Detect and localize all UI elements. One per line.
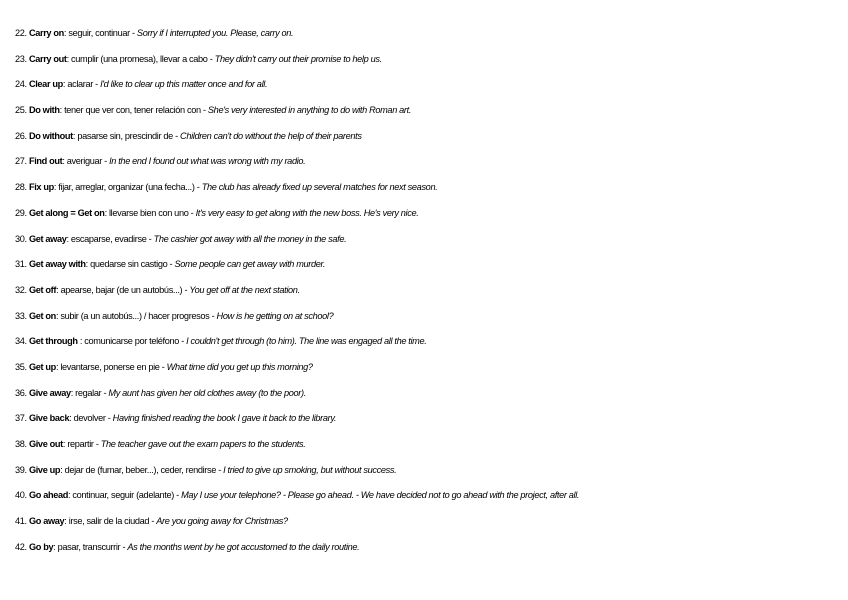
entry-separator: :: [66, 53, 72, 64]
entry-number: 26.: [15, 130, 27, 141]
phrasal-verb-term: Get up: [28, 361, 56, 372]
entry-separator: :: [62, 156, 67, 167]
entry-separator: :: [56, 284, 61, 295]
phrasal-verb-term: Get off: [28, 284, 57, 295]
list-item: [15, 515, 579, 541]
entry-number: 32.: [15, 284, 27, 295]
spanish-meaning: continuar, seguir (adelante): [72, 490, 174, 501]
list-item: [15, 438, 579, 464]
entry-separator: :: [72, 130, 78, 141]
entry-number: 40.: [15, 490, 27, 501]
phrasal-verb-term: Go ahead: [28, 490, 69, 501]
example-sentence: May I use your telephone? - Please go ahead. - We have decided not to go ahead with the project, after all.: [181, 490, 580, 501]
list-item: [15, 541, 579, 567]
entry-separator: :: [55, 361, 61, 372]
list-item: [15, 284, 579, 310]
list-item: [15, 310, 579, 336]
entry-separator: :: [55, 310, 61, 321]
example-sentence: In the end I found out what was wrong with my radio.: [109, 156, 306, 167]
example-sentence: The teacher gave out the exam papers to the students.: [100, 439, 306, 449]
list-item: [15, 155, 579, 181]
list-item: [15, 412, 579, 438]
entry-number: 41.: [15, 516, 27, 527]
entry-separator: :: [66, 233, 71, 244]
example-sentence: Sorry if I interrupted you. Please, carry on.: [136, 28, 294, 38]
phrasal-verb-term: Do with: [28, 105, 60, 116]
example-dash: -: [92, 79, 101, 90]
example-sentence: Some people can get away with murder.: [174, 259, 326, 270]
phrasal-verb-term: Give away: [28, 387, 71, 398]
list-item: [15, 53, 579, 79]
spanish-meaning: subir (a un autobús...) / hacer progresos: [60, 310, 210, 321]
list-item: [15, 130, 579, 156]
entry-number: 22.: [15, 28, 27, 38]
spanish-meaning: averiguar: [66, 156, 102, 167]
list-item: [15, 78, 579, 104]
example-sentence: What time did you get up this morning?: [166, 361, 313, 372]
example-dash: -: [173, 490, 182, 501]
example-dash: -: [182, 284, 190, 295]
entry-separator: :: [70, 387, 76, 398]
example-sentence: She's very interested in anything to do with Roman art.: [207, 105, 412, 116]
list-item: [15, 387, 579, 413]
entry-separator: :: [53, 541, 58, 552]
example-dash: -: [129, 28, 137, 38]
entry-number: 29.: [15, 207, 27, 218]
example-sentence: Having finished reading the book I gave it back to the library.: [112, 413, 337, 424]
phrasal-verb-term: Go away: [28, 516, 65, 527]
example-dash: -: [172, 130, 181, 141]
example-dash: -: [167, 259, 175, 270]
spanish-meaning: tener que ver con, tener relación con: [64, 105, 201, 116]
entry-separator: :: [68, 490, 73, 501]
spanish-meaning: aclarar: [67, 79, 93, 90]
example-dash: -: [105, 413, 113, 424]
phrasal-verb-term: Go by: [28, 541, 54, 552]
example-dash: -: [149, 516, 157, 527]
entry-separator: :: [62, 439, 68, 449]
example-sentence: The club has already fixed up several matches for next season.: [201, 182, 438, 193]
example-dash: -: [101, 387, 109, 398]
entry-separator: :: [53, 182, 59, 193]
entry-number: 39.: [15, 464, 27, 475]
phrasal-verb-term: Do without: [28, 130, 73, 141]
entry-number: 28.: [15, 182, 27, 193]
example-dash: -: [93, 439, 101, 449]
example-dash: -: [207, 53, 215, 64]
example-dash: -: [209, 310, 217, 321]
example-sentence: I tried to give up smoking, but without success.: [223, 464, 397, 475]
phrasal-verb-term: Get away with: [28, 259, 86, 270]
list-item: [15, 489, 579, 515]
spanish-meaning: devolver: [73, 413, 106, 424]
entry-number: 37.: [15, 413, 27, 424]
entry-number: 42.: [15, 541, 27, 552]
example-dash: -: [194, 182, 202, 193]
entry-number: 33.: [15, 310, 27, 321]
spanish-meaning: apearse, bajar (de un autobús...): [60, 284, 183, 295]
phrasal-verb-term: Get through: [28, 336, 78, 347]
spanish-meaning: llevarse bien con uno: [108, 207, 189, 218]
phrasal-verb-list: [15, 27, 579, 566]
example-dash: -: [101, 156, 110, 167]
spanish-meaning: cumplir (una promesa), llevar a cabo: [71, 53, 208, 64]
list-item: [15, 27, 579, 53]
entry-number: 25.: [15, 105, 27, 116]
example-dash: -: [146, 233, 154, 244]
entry-separator: :: [60, 464, 65, 475]
list-item: [15, 104, 579, 130]
example-sentence: I couldn't get through (to him). The line was engaged all the time.: [186, 336, 427, 347]
spanish-meaning: escaparse, evadirse: [70, 233, 147, 244]
entry-separator: :: [104, 207, 109, 218]
example-sentence: How is he getting on at school?: [216, 310, 334, 321]
entry-number: 34.: [15, 336, 27, 347]
entry-number: 24.: [15, 79, 27, 90]
list-item: [15, 181, 579, 207]
phrasal-verb-term: Clear up: [28, 79, 63, 90]
phrasal-verb-term: Carry out: [28, 53, 67, 64]
example-dash: -: [159, 361, 167, 372]
entry-separator: :: [69, 413, 74, 424]
entry-separator: :: [77, 336, 85, 347]
spanish-meaning: repartir: [67, 439, 94, 449]
phrasal-verb-term: Give up: [28, 464, 61, 475]
phrasal-verb-term: Find out: [28, 156, 63, 167]
example-sentence: Are you going away for Christmas?: [156, 516, 288, 527]
phrasal-verb-term: Get on: [28, 310, 56, 321]
entry-number: 38.: [15, 439, 27, 449]
list-item: [15, 207, 579, 233]
spanish-meaning: quedarse sin castigo: [90, 259, 168, 270]
example-dash: -: [200, 105, 208, 116]
example-sentence: Children can't do without the help of their parents: [180, 130, 362, 141]
example-sentence: They didn't carry out their promise to help us.: [214, 53, 382, 64]
example-dash: -: [120, 541, 128, 552]
spanish-meaning: seguir, continuar: [68, 28, 130, 38]
entry-separator: :: [59, 105, 65, 116]
spanish-meaning: levantarse, ponerse en pie: [60, 361, 160, 372]
example-sentence: It's very easy to get along with the new boss. He's very nice.: [195, 207, 419, 218]
example-sentence: You get off at the next station.: [189, 284, 300, 295]
list-item: [15, 335, 579, 361]
entry-separator: :: [64, 516, 69, 527]
spanish-meaning: fijar, arreglar, organizar (una fecha...): [58, 182, 195, 193]
phrasal-verb-term: Give back: [28, 413, 70, 424]
example-sentence: The cashier got away with all the money in the safe.: [153, 233, 347, 244]
example-dash: -: [179, 336, 187, 347]
example-sentence: I'd like to clear up this matter once and for all.: [100, 79, 268, 90]
spanish-meaning: regalar: [75, 387, 102, 398]
phrasal-verb-term: Get away: [28, 233, 67, 244]
spanish-meaning: pasarse sin, prescindir de: [77, 130, 173, 141]
spanish-meaning: pasar, transcurrir: [57, 541, 121, 552]
entry-number: 35.: [15, 361, 27, 372]
entry-number: 31.: [15, 259, 27, 270]
phrasal-verb-term: Get along = Get on: [28, 207, 105, 218]
spanish-meaning: dejar de (fumar, beber...), ceder, rendirse: [64, 464, 217, 475]
entry-separator: :: [62, 79, 68, 90]
spanish-meaning: comunicarse por teléfono: [84, 336, 180, 347]
entry-number: 36.: [15, 387, 27, 398]
spanish-meaning: irse, salir de la ciudad: [68, 516, 150, 527]
example-dash: -: [188, 207, 196, 218]
phrasal-verb-term: Fix up: [28, 182, 54, 193]
list-item: [15, 233, 579, 259]
example-sentence: As the months went by he got accustomed to the daily routine.: [127, 541, 360, 552]
entry-number: 30.: [15, 233, 27, 244]
entry-separator: :: [85, 259, 91, 270]
entry-number: 27.: [15, 156, 27, 167]
list-item: [15, 258, 579, 284]
example-sentence: My aunt has given her old clothes away (to the poor).: [108, 387, 306, 398]
example-dash: -: [216, 464, 224, 475]
list-item: [15, 464, 579, 490]
phrasal-verb-term: Give out: [28, 439, 63, 449]
phrasal-verb-term: Carry on: [28, 28, 64, 38]
entry-number: 23.: [15, 53, 27, 64]
list-item: [15, 361, 579, 387]
entry-separator: :: [63, 28, 69, 38]
